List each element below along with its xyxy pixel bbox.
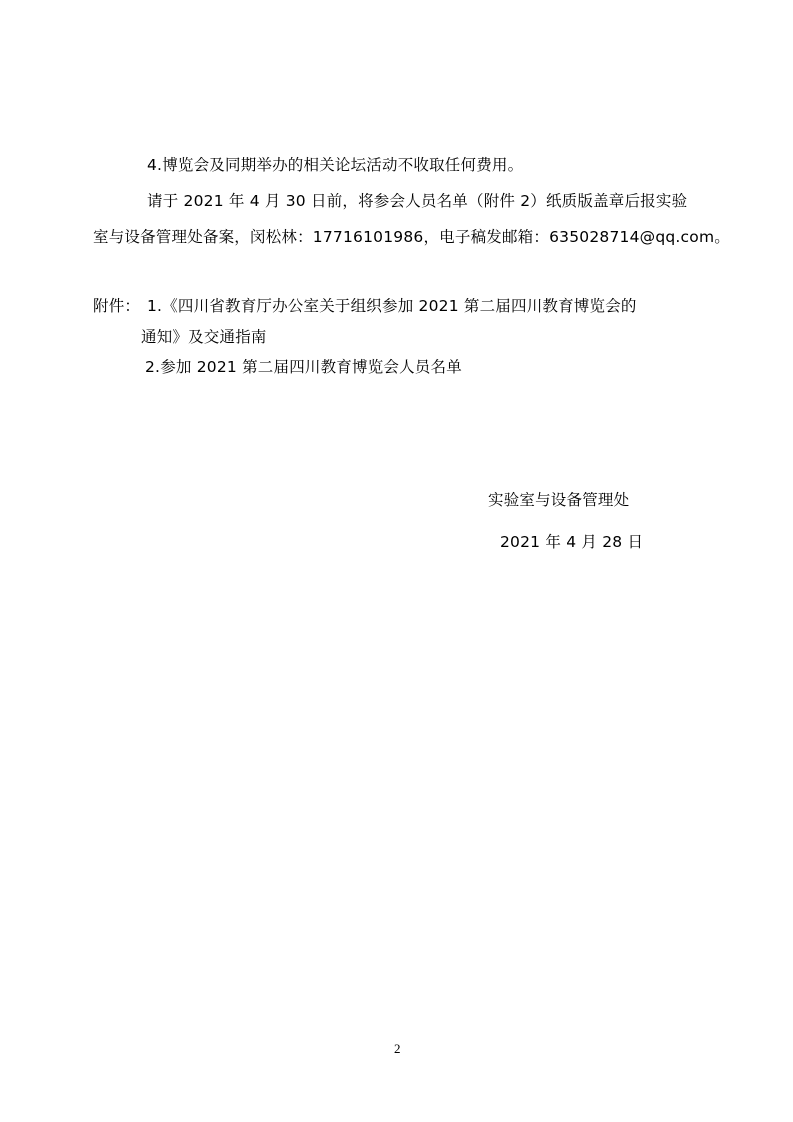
attachment-item-1-line-2: 通知》及交通指南 [141, 328, 267, 346]
request-paragraph-line-2: 室与设备管理处备案，闵松林：17716101986，电子稿发邮箱：635028714@qq.com。 [93, 228, 730, 246]
signature-date: 2021 年 4 月 28 日 [500, 533, 644, 551]
signature-org: 实验室与设备管理处 [488, 491, 630, 509]
attachment-item-2: 2.参加 2021 第二届四川教育博览会人员名单 [145, 358, 462, 376]
request-paragraph-line-1: 请于 2021 年 4 月 30 日前，将参会人员名单（附件 2）纸质版盖章后报实验 [147, 192, 688, 210]
item-4-paragraph: 4.博览会及同期举办的相关论坛活动不收取任何费用。 [147, 156, 524, 174]
attachments-label: 附件： [93, 297, 141, 315]
attachment-item-1-line-1: 1.《四川省教育厅办公室关于组织参加 2021 第二届四川教育博览会的 [147, 297, 637, 315]
page-number: 2 [394, 1041, 401, 1056]
